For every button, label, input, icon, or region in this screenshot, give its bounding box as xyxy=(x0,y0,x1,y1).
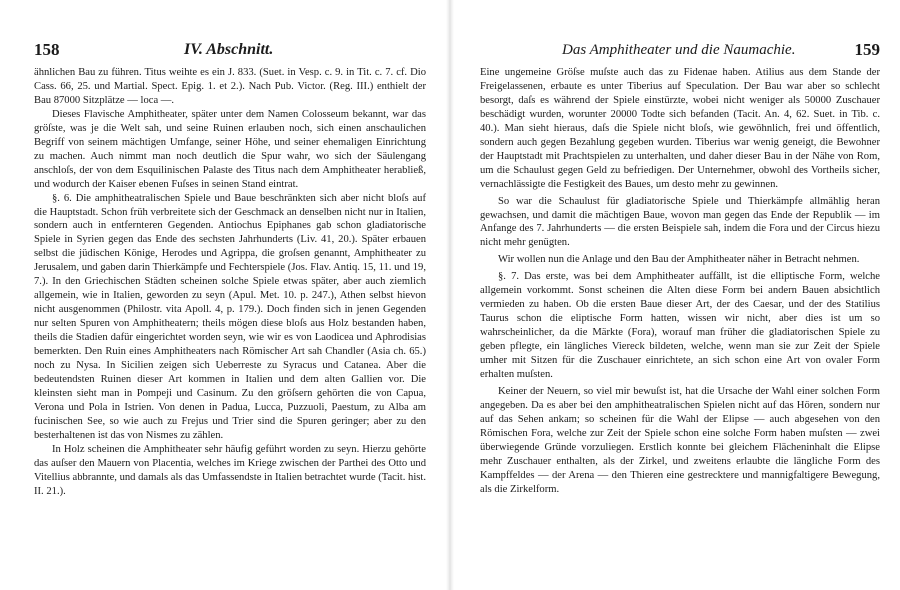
paragraph: §. 7. Das erste, was bei dem Amphitheater auffällt, ist die elliptische Form, welche allgemein vorkommt. Sonst scheinen die Alten diese Form bei andern Bauen absichtlich vermieden zu haben. Ob die ersten Baue dieser Art, der des Caesar, und der des Statilius Taurus schon die eliptische Form hatten, wissen wir nicht, aber dies ist um so wahrscheinlicher, da die Märkte (Fora), worauf man früher die gladiatorischen Spiele zu geben pflegte, ein längliches Viereck bildeten, welche, wenn man sie zur Zeit der Spiele umher mit Sitzen für die Zuschauer einrichtete, an sich schon eine Art von ovaler Form erhalten muſsten. xyxy=(480,271,880,381)
paragraph: ähnlichen Bau zu führen. Titus weihte es ein J. 833. (Suet. in Vesp. c. 9. in Tit. c. 7. cf. Dio Cass. 66, 25. und Martial. Spect. Epig. 1. et 2.). Nach Pub. Victor. (Reg. III.) enthielt der Bau 87000 Sitzplätze — loca —. xyxy=(34,67,426,106)
paragraph: Dieses Flavische Amphitheater, später unter dem Namen Colosseum bekannt, war das gröſste, was je die Welt sah, und seine Ruinen erlauben noch, sich einen anschaulichen Begriff von seinem mächtigen Umfange, seiner Höhe, und seiner ehemaligen Einrichtung zu machen. Auch nimmt man noch deutlich die Spur wahr, wo sich der Säulengang anschloſs, der von dem Esquilinischen Palaste des Titus nach dem Amphitheater herabließ, und wodurch der Kaiser ebenen Fuſses in seinen Stand eintrat. xyxy=(34,108,426,190)
paragraph: In Holz scheinen die Amphitheater sehr häufig geführt worden zu seyn. Hierzu gehörte das auſser den Mauern von Placentia, welches im Kriege zwischen der Parthei des Otto und Vitellius abbrannte, und damals als das Umfassendste in Italien betrachtet wurde (Tacit. hist. II. 21.). xyxy=(34,443,426,497)
paragraph: So war die Schaulust für gladiatorische Spiele und Thierkämpfe allmählig heran gewachsen, und damit die mächtigen Baue, wovon man gegen das Ende der Republik — im Anfange des 7. Jahrhunderts — die ersten Beispiele sah, indem die Fora und der Circus hiezu nicht mehr genügten. xyxy=(480,195,880,249)
page-number: 159 xyxy=(854,40,880,59)
paragraph: Wir wollen nun die Anlage und den Bau der Amphitheater näher in Betracht nehmen. xyxy=(498,254,860,266)
chapter-heading: IV. Abschnitt. xyxy=(184,41,274,58)
running-title: Das Amphitheater und die Naumachie. xyxy=(562,42,796,58)
left-page-body xyxy=(34,66,426,499)
right-page xyxy=(450,0,900,590)
right-page-header xyxy=(480,40,880,60)
right-page-body xyxy=(480,66,880,497)
paragraph: Keiner der Neuern, so viel mir bewuſst ist, hat die Ursache der Wahl einer solchen Form angegeben. Da es aber bei den amphitheatralischen Spielen nicht auf das Hören, sondern nur auf das Sehen ankam; so scheinen für die Wahl der Elipse — auch abgesehen von den Römischen Fora, welche zur Zeit der Spiele schon eine solche Form haben muſsten — zwei überwiegende Gründe vorzuliegen. Erstlich konnte bei gleichem Flächeninhalt die Elipse mehr Zuschauer enthalten, als der Zirkel, und zweitens erlaubte die längliche Form des Kampffeldes — der Arena — den Thieren eine gestrecktere und mannigfaltigere Bewegung, als die Zirkelform. xyxy=(480,385,880,495)
page-number: 158 xyxy=(34,40,60,59)
paragraph: §. 6. Die amphitheatralischen Spiele und Baue beschränkten sich aber nicht bloſs auf die Hauptstadt. Schon früh verbreitete sich der Geschmack an denselben nicht nur in Italien, sondern auch in entfernteren Gegenden. Antiochus Epiphanes gab schon gladiatorische Spiele in Syrien gegen das Ende des sechsten Jahrhunderts (Liv. 41, 20.). Später erbauen selbst die jüdischen Könige, Herodes und Agrippa, die groſsen genannt, Amphitheater zu Jerusalem, und gaben darin Thierkämpfe und Fechterspiele (Jos. Flav. Antiq. 15, 11. und 19, 7.). In den Griechischen Städten scheinen solche Spiele etwas später, aber auch ziemlich allgemein, wie in Italien, geworden zu seyn (Apul. Met. 10. p. 247.), Athen selbst hievon nicht ausgenommen (Philostr. vita Apoll. 4, p. 179.). Doch finden sich in jenen Gegenden nur selten Spuren von Amphitheatern; theils mögen diese bloſs aus Holz bestanden haben, theils die Stadien dafür eingerichtet worden seyn, wie wir es von Laodicea und Aphrodisias bemerkten. Den Ruin eines Amphitheaters nach Römischer Art sah Chandler (Asia ch. 65.) noch zu Nysa. In Sicilien zeigen sich Ueberreste zu Syracus und Catanea. Aber die bedeutendsten Ruinen dieser Art kommen in Italien und dem alten Gallien vor. Die kleinsten sieht man in Pompeji und Casinum. Zu den gröſsern gehörten die von Capua, Verona und Pola in Istrien. Von denen in Padua, Lucca, Puzzuoli, Paestum, zu Alba am fucinischen See, so wie auch zu Frejus und Trier sind die Spuren geringer; aber zu den besterhaltenen ist das von Nismes zu zählen. xyxy=(34,192,426,441)
left-page-header xyxy=(34,40,426,60)
paragraph: Eine ungemeine Gröſse muſste auch das zu Fidenae haben. Atilius aus dem Stande der Freigelassenen, erbaute es unter Tiberius auf Speculation. Der Bau war aber so schlecht besorgt, daſs es während der Spiele einstürzte, wobei nicht weniger als 50000 Zuschauer beschädigt wurden, worunter 20000 Todte sich befanden (Tacit. An. 4, 62. Suet. in Tib. c. 40.). Man sieht hieraus, daſs die Spiele nicht bloſs, wie gewöhnlich, frei und öffentlich, sondern auch gegen Bezahlung gegeben wurden. Tiberius war wenig geneigt, die Bewohner der Hauptstadt mit Prachtspielen zu unterhalten, und daher dieser Bau in der Nähe von Rom, um die Schaulust gegen Geld zu befriedigen. Der Unternehmer, obwohl des Vortheils sicher, vernachlässigte die Festigkeit des Baues, um desto mehr zu gewinnen. xyxy=(480,67,880,190)
